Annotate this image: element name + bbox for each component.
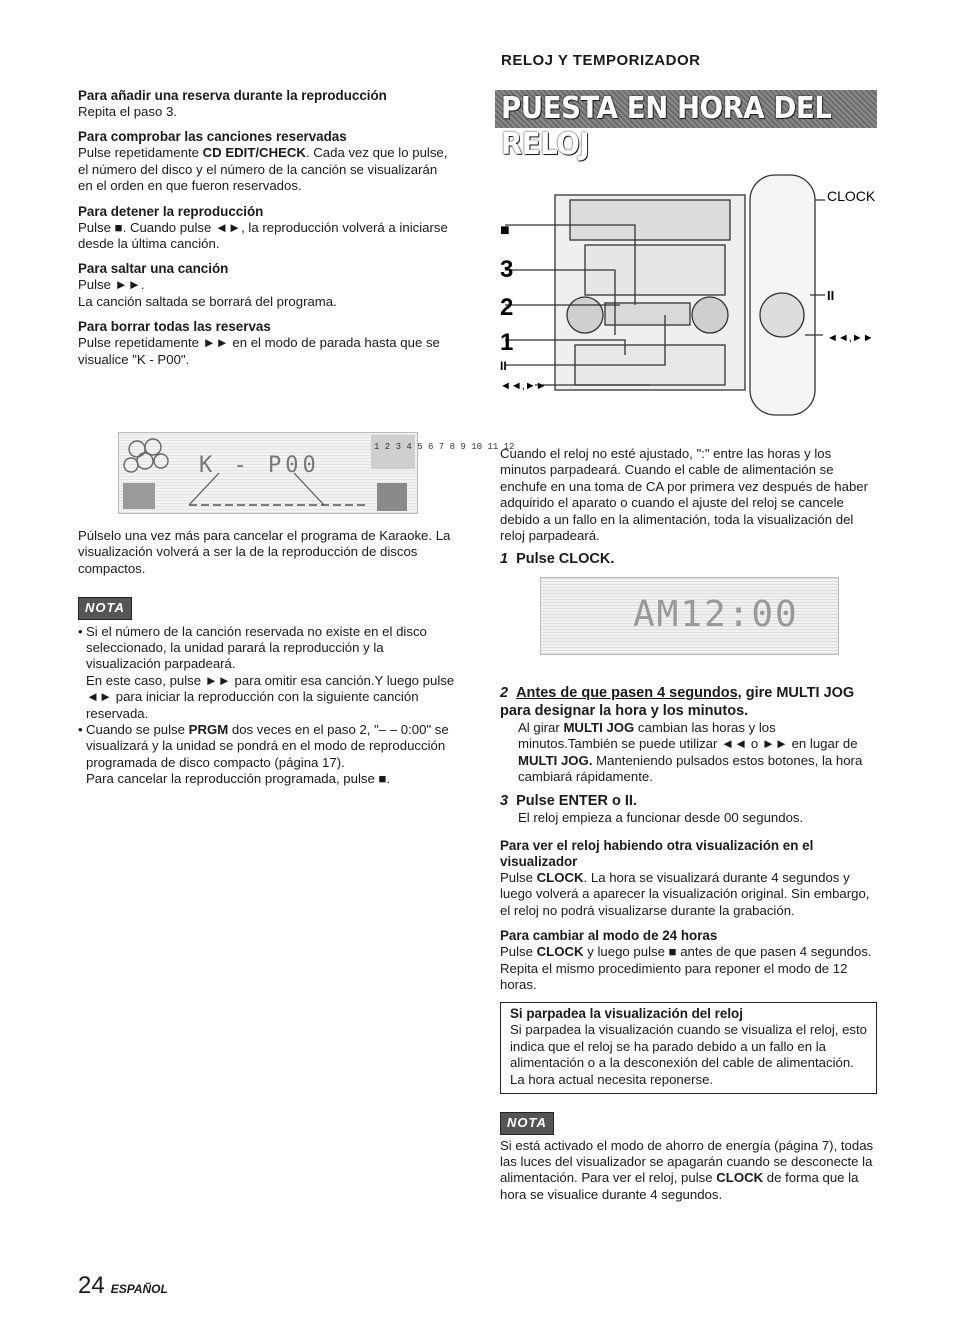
text: En este caso, pulse ►► para omitir esa canción.Y luego pulse ◄► para iniciar la reproducción con la siguiente canción reservada. <box>86 672 455 721</box>
display-text: K - P00 <box>199 453 320 478</box>
nota-body <box>500 1138 877 1204</box>
karaoke-display-image <box>118 432 515 514</box>
key-name: PRGM <box>188 722 229 738</box>
paragraph: Púlselo una vez más para cancelar el programa de Karaoke. La visualización volverá a ser la de la reproducción de discos compactos. <box>78 528 451 576</box>
left-column <box>78 88 455 377</box>
skip-label: ◄◄,►► <box>500 380 547 392</box>
banner-title: PUESTA EN HORA DEL RELOJ <box>501 91 832 162</box>
section-title: Para borrar todas las reservas <box>78 319 271 335</box>
text: y luego pulse ■ antes de que pasen 4 segundos. Repita el mismo procedimiento para reponer el modo de 12 horas. <box>500 944 872 993</box>
step-body <box>500 720 877 786</box>
note-item <box>78 722 455 788</box>
info-box <box>500 1002 877 1094</box>
page-number: 24 <box>78 1272 105 1299</box>
intro-paragraph: Cuando el reloj no esté ajustado, ":" entre las horas y los minutos parpadeará. Cuando el cable de alimentación se enchufe en una toma de CA por primera vez después de haber adquirido el aparato o cuando el ajuste del reloj se cancele debido a un fallo en la alimentación, toda la visualización del reloj parpadeará. <box>500 446 869 544</box>
text: Al girar <box>518 720 564 735</box>
step-2 <box>500 684 877 720</box>
text: Si el número de la canción reservada no existe en el disco seleccionado, la unidad parará la reproducción y la visualización parpadeará. <box>86 623 427 672</box>
box-body: Si parpadea la visualización cuando se visualiza el reloj, esto indica que el reloj se ha parado debido a un fallo en la alimentación o a la desconexión del cable de alimentación. La hora actual necesita reponerse. <box>510 1022 868 1087</box>
text: Pulse repetidamente <box>78 145 203 161</box>
key-name: MULTI JOG <box>563 720 635 735</box>
section-skip-song <box>78 261 455 310</box>
key-name: CLOCK <box>716 1170 764 1186</box>
section-body: Pulse ■. Cuando pulse ◄►, la reproducción volverá a iniciarse desde la última canción. <box>78 219 448 252</box>
skip-label-remote: ◄◄,►► <box>827 332 874 344</box>
key-name: MULTI JOG. <box>518 752 593 768</box>
step-1 <box>500 550 877 568</box>
text: . La hora se visualizará durante 4 segundos y luego volverá a aparecer la visualización original. Sin embargo, el reloj no podrá visualizarse durante la grabación. <box>500 870 870 918</box>
clock-display-image <box>540 577 839 655</box>
section-title: Para comprobar las canciones reservadas <box>78 129 347 145</box>
step1-label: 1 <box>500 329 514 356</box>
section-title: Para ver el reloj habiendo otra visualización en el visualizador <box>500 838 814 870</box>
section-add-reservation <box>78 88 455 120</box>
nota-badge: NOTA <box>78 597 132 619</box>
section-header: RELOJ Y TEMPORIZADOR <box>501 52 701 69</box>
section-title: Para cambiar al modo de 24 horas <box>500 928 718 944</box>
section-title: Para saltar una canción <box>78 261 229 277</box>
text: de forma que la hora se visualice durante 4 segundos. <box>500 1170 859 1202</box>
note-list <box>78 624 455 788</box>
nota-block <box>78 597 455 787</box>
box-title: Si parpadea la visualización del reloj <box>510 1006 743 1022</box>
display-digits: 1 2 3 4 5 6 7 8 9 10 11 12 <box>374 442 515 452</box>
section-title: Para detener la reproducción <box>78 203 264 219</box>
section-body: Pulse ►►. <box>78 277 145 293</box>
stereo-remote-illustration <box>495 165 885 430</box>
clock-label: CLOCK <box>827 188 876 204</box>
step-number: 3 <box>500 792 509 809</box>
title-banner <box>495 90 877 162</box>
text: Si está activado el modo de ahorro de energía (página 7), todas las luces del visualizador se apagarán cuando se desconecte la alimentación. Para ver el reloj, pulse <box>500 1137 874 1186</box>
section-stop-playback <box>78 204 455 253</box>
nota-block <box>500 1112 877 1203</box>
nota-badge: NOTA <box>500 1112 554 1134</box>
section-title: Para añadir una reserva durante la reproducción <box>78 88 387 103</box>
text: Manteniendo pulsados estos botones, la hora cambiará rápidamente. <box>518 752 863 785</box>
step-number: 1 <box>500 551 509 568</box>
section-body: Repita el paso 3. <box>78 104 177 119</box>
section-clear-reservations <box>78 319 455 368</box>
section-check-reserved <box>78 129 455 194</box>
key-name: CLOCK <box>536 870 584 886</box>
left-lower <box>78 528 455 788</box>
text: Para cancelar la reproducción programada, pulse ■. <box>86 771 391 787</box>
section-body <box>500 944 877 993</box>
section-24h <box>500 928 877 993</box>
text: Pulse <box>500 870 537 886</box>
text: Pulse <box>500 944 537 960</box>
page-footer <box>78 1272 168 1300</box>
step-text: , gire MULTI JOG para designar la hora y los minutos. <box>500 685 855 719</box>
step-3 <box>500 792 877 810</box>
device-diagram <box>495 165 885 430</box>
section-body: Pulse repetidamente ►► en el modo de parada hasta que se visualice "K - P00". <box>78 335 440 367</box>
step-text: Pulse ENTER o II. <box>516 792 637 809</box>
section-body <box>500 870 877 919</box>
step2-label: 2 <box>500 294 514 321</box>
note-item <box>78 624 455 722</box>
text: cambian las horas y los minutos.También se puede utilizar ◄◄ o ►► en lugar de <box>518 720 858 752</box>
clock-display-text: AM12:00 <box>633 594 799 635</box>
step-body: El reloj empieza a funcionar desde 00 segundos. <box>518 809 804 825</box>
pause-label-remote: II <box>827 288 835 303</box>
step3-label: 3 <box>500 256 514 283</box>
section-body <box>78 145 455 194</box>
text: . Cada vez que lo pulse, el número del disco y el número de la canción se visualizarán en el orden en que fueron reservados. <box>78 145 448 194</box>
key-name: CD EDIT/CHECK <box>202 145 306 161</box>
text: dos veces en el paso 2, "– – 0:00" se visualizará y la unidad se pondrá en el modo de reproducción programada de disco compacto (página 17). <box>86 722 449 770</box>
right-column <box>500 446 877 568</box>
key-name: CLOCK <box>536 944 584 960</box>
text: Cuando se pulse <box>86 722 189 738</box>
section-view-clock <box>500 838 877 919</box>
step-number: 2 <box>500 685 509 701</box>
language-label: ESPAÑOL <box>110 1282 168 1296</box>
pause-label: II <box>500 359 507 373</box>
step-text: Antes de que pasen 4 segundos <box>516 685 738 701</box>
section-body: La canción saltada se borrará del programa. <box>78 293 337 309</box>
stop-label: ■ <box>500 222 510 239</box>
step-text: Pulse CLOCK. <box>516 551 615 568</box>
right-lower <box>500 684 877 1203</box>
